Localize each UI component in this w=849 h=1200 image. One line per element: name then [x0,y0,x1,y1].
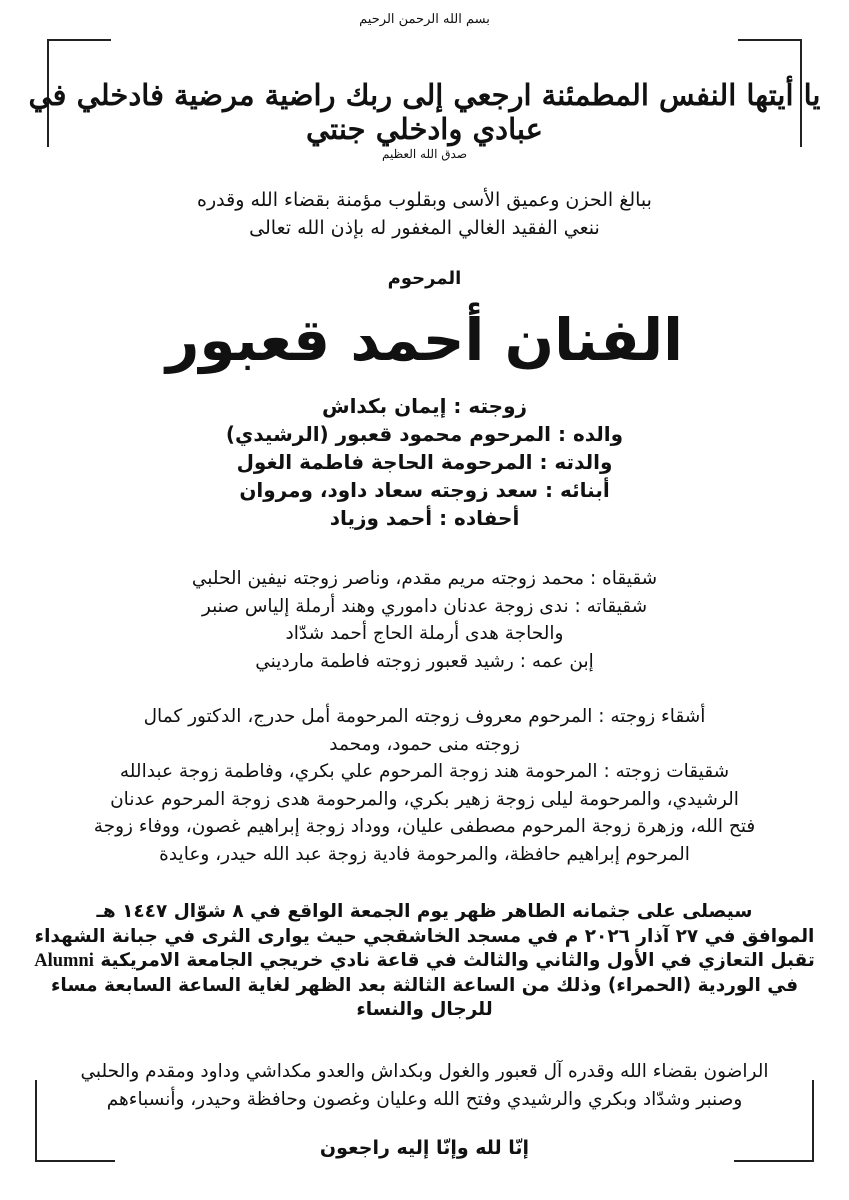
family-line: زوجته : إيمان بكداش [321,394,528,418]
family-line: والدته : المرحومة الحاجة فاطمة الغول [236,450,613,474]
in-law-line: زوجته منى حمود، ومحمد [329,733,520,755]
sadaq-text: صدق الله العظيم [381,147,468,161]
closing-line: وصنبر وشدّاد وبكري والرشيدي وفتح الله وعليان وغصون وحافظة وحيدر، وأنسباءهم [106,1089,743,1110]
deceased-prefix: المرحوم [387,268,462,289]
in-law-line: فتح الله، وزهرة زوجة المرحوم مصطفى عليان، ووداد زوجة إبراهيم غصون، ووفاء زوجة [93,816,756,837]
basmala: بسم الله الرحمن الرحيم [359,12,490,27]
closing-line: الراضون بقضاء الله وقدره آل قعبور والغول وبكداش والعدو مكداشي وداود ومقدم والحلبي [80,1061,769,1082]
funeral-line: سيصلى على جثمانه الطاهر ظهر يوم الجمعة الواقع في ٨ شوّال ١٤٤٧ هـ [96,901,753,922]
in-law-line: شقيقات زوجته : المرحومة هند زوجة المرحوم علي بكري، وفاطمة زوجة عبدالله [119,761,730,782]
in-laws [0,703,849,868]
deceased-name: الفنان أحمد قعبور [166,306,683,374]
in-law-line: أشقاء زوجته : المرحوم معروف زوجته المرحومة أمل حدرج، الدكتور كمال [143,706,706,727]
corner-top-right-h [738,39,802,41]
sibling-line: شقيقاته : ندى زوجة عدنان داموري وهند أرملة إلياس صنبر [201,595,648,617]
in-law-line: الرشيدي، والمرحومة ليلى زوجة زهير بكري، والمرحومة هدى زوجة المرحوم عدنان [110,788,739,810]
corner-top-left-h [47,39,111,41]
sibling-line: والحاجة هدى أرملة الحاج أحمد شدّاد [285,623,564,644]
intro [0,186,849,242]
funeral-line: للرجال والنساء [356,999,493,1020]
alumni-word: Alumni [34,951,94,971]
corner-bottom-left-h [35,1160,115,1162]
corner-bottom-right-h [734,1160,814,1162]
funeral-details [0,900,849,1023]
funeral-line: الموافق في ٢٧ آذار ٢٠٢٦ م في مسجد الخاشقجي حيث يوارى الثرى في جبانة الشهداء [34,925,815,947]
intro-line: ننعي الفقيد الغالي المغفور له بإذن الله تعالى [249,217,600,239]
family-line: أحفاده : أحمد وزياد [329,506,520,530]
siblings [0,565,849,675]
family-line: أبنائه : سعد زوجته سعاد داود، ومروان [239,478,610,502]
sibling-line: إبن عمه : رشيد قعبور زوجته فاطمة مارديني [255,650,594,672]
immediate-family [0,392,849,532]
family-line: والده : المرحوم محمود قعبور (الرشيدي) [225,422,624,446]
closing [0,1058,849,1114]
funeral-line-text: تقبل التعازي في الأول والثاني والثالث في قاعة نادي خريجي الجامعة الامريكية [100,950,815,971]
quran-verse: يا أيتها النفس المطمئنة ارجعي إلى ربك راضية مرضية فادخلي في عبادي وادخلي جنتي [28,78,821,146]
intro-line: ببالغ الحزن وعميق الأسى وبقلوب مؤمنة بقضاء الله وقدره [197,189,652,211]
funeral-line: في الوردية (الحمراء) وذلك من الساعة الثالثة بعد الظهر لغاية الساعة السابعة مساء [50,974,799,996]
funeral-line [0,949,849,974]
in-law-line: المرحوم إبراهيم حافظة، والمرحومة فادية زوجة عبد الله حيدر، وعايدة [159,843,690,865]
sibling-line: شقيقاه : محمد زوجته مريم مقدم، وناصر زوجته نيفين الحلبي [191,568,658,589]
final-phrase: إنّا لله وإنّا إليه راجعون [319,1137,530,1159]
